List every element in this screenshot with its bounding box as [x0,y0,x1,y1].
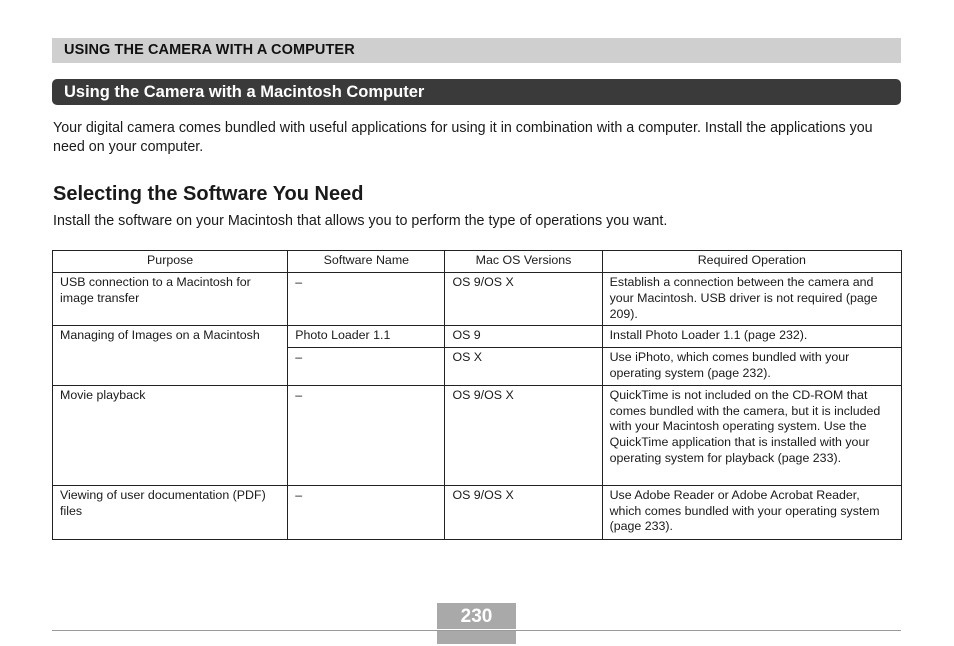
software-table [52,250,902,540]
cell-purpose: USB connection to a Macintosh for image transfer [53,273,288,326]
cell-purpose: Managing of Images on a Macintosh [53,326,288,385]
header-software-name: Software Name [288,251,445,273]
cell-os: OS 9 [445,326,602,348]
table-row [53,385,902,485]
page-heading: Selecting the Software You Need [53,183,364,205]
cell-software: – [288,348,445,386]
subheading-bar: Using the Camera with a Macintosh Computer [52,79,901,105]
cell-software: – [288,273,445,326]
cell-operation: Use iPhoto, which comes bundled with your operating system (page 232). [602,348,901,386]
cell-software: Photo Loader 1.1 [288,326,445,348]
page-number: 230 [437,603,516,629]
page-number-underbar [437,631,516,644]
table-row [53,326,902,348]
header-required-operation: Required Operation [602,251,901,273]
table-header-row [53,251,902,273]
intro-paragraph: Your digital camera comes bundled with useful applications for using it in combination with a computer. Install the applications you need on your computer. [53,120,873,155]
cell-operation: Use Adobe Reader or Adobe Acrobat Reader, which comes bundled with your operating system (page 233). [602,485,901,539]
cell-operation: Install Photo Loader 1.1 (page 232). [602,326,901,348]
table-row [53,273,902,326]
cell-purpose: Viewing of user documentation (PDF) files [53,485,288,539]
cell-purpose: Movie playback [53,385,288,485]
section-header: USING THE CAMERA WITH A COMPUTER [52,38,901,63]
cell-software: – [288,485,445,539]
sub-intro-paragraph: Install the software on your Macintosh that allows you to perform the type of operations you want. [53,213,668,229]
header-purpose: Purpose [53,251,288,273]
table-row [53,485,902,539]
cell-software: – [288,385,445,485]
cell-operation: QuickTime is not included on the CD-ROM that comes bundled with the camera, but it is included with your Macintosh operating system. Use the QuickTime application that is installed with your operating system for playback (page 233). [602,385,901,485]
cell-operation: Establish a connection between the camera and your Macintosh. USB driver is not required (page 209). [602,273,901,326]
cell-os: OS 9/OS X [445,385,602,485]
cell-os: OS 9/OS X [445,485,602,539]
header-mac-os-versions: Mac OS Versions [445,251,602,273]
cell-os: OS X [445,348,602,386]
cell-os: OS 9/OS X [445,273,602,326]
